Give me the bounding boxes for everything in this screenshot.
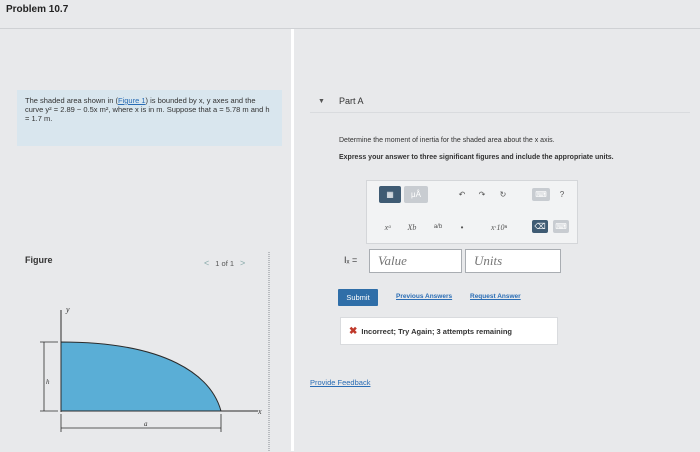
submit-button[interactable]: Submit — [338, 289, 378, 306]
shaded-area — [61, 342, 221, 411]
undo-icon[interactable]: ↶ — [458, 190, 466, 199]
units-input[interactable] — [465, 249, 561, 273]
superscript-button[interactable]: xᵃ — [384, 222, 392, 232]
request-answer-link[interactable]: Request Answer — [470, 293, 521, 300]
fraction-button[interactable]: a/b — [433, 224, 443, 230]
provide-feedback-link[interactable]: Provide Feedback — [310, 378, 371, 387]
dot-button[interactable]: • — [460, 222, 464, 232]
previous-answers-link[interactable]: Previous Answers — [396, 293, 453, 300]
part-collapse-icon[interactable]: ▼ — [318, 98, 325, 105]
page-title: Problem 10.7 — [6, 4, 69, 15]
part-divider — [310, 112, 690, 113]
figure-pager — [204, 258, 245, 268]
a-label: a — [144, 420, 148, 428]
scientific-notation-button[interactable]: x·10ⁿ — [490, 222, 508, 232]
incorrect-icon: ✖ — [349, 325, 358, 337]
prev-figure-button[interactable]: < — [204, 258, 210, 268]
part-a-heading: Part A — [339, 96, 364, 106]
figure-link[interactable]: Figure 1 — [117, 96, 146, 105]
h-label: h — [46, 378, 50, 386]
value-input[interactable] — [369, 249, 462, 273]
feedback-message — [340, 317, 558, 345]
question-text: Determine the moment of inertia for the shaded area about the x axis. — [339, 137, 555, 144]
keyboard-icon[interactable]: ⌨ — [532, 188, 550, 201]
next-figure-button[interactable]: > — [240, 258, 246, 268]
panel-resize-handle[interactable] — [267, 252, 271, 452]
figure-page-indicator: 1 of 1 — [215, 258, 235, 268]
problem-statement — [17, 90, 282, 146]
reset-icon[interactable]: ↻ — [499, 190, 507, 199]
units-button[interactable]: μÅ — [404, 186, 428, 203]
redo-icon[interactable]: ↷ — [478, 190, 486, 199]
problem-text-end: ) is bounded by x, y axes and the curve y² = 2.89 − 0.5x m², where x is in m. Suppose that a = 5.78 m and h = 1.7 m. — [25, 96, 270, 123]
header-divider — [0, 28, 700, 29]
feedback-text: Incorrect; Try Again; 3 attempts remaining — [361, 326, 512, 336]
templates-button[interactable]: ▦ — [379, 186, 401, 203]
answer-instruction: Express your answer to three significant figures and include the appropriate units. — [339, 154, 614, 161]
keyboard-toggle-button[interactable]: ⌨ — [553, 220, 569, 233]
y-axis-label: y — [66, 305, 70, 314]
help-icon[interactable]: ? — [559, 190, 565, 199]
figure-label: Figure — [25, 255, 53, 265]
figure-diagram — [36, 300, 268, 440]
delete-button[interactable]: ⌫ — [532, 220, 548, 233]
problem-text-start: The shaded area shown in ( — [25, 96, 118, 105]
answer-label: Iₓ = — [344, 255, 358, 265]
subscript-button[interactable]: Xb — [407, 222, 417, 232]
x-axis-label: x — [258, 407, 262, 416]
panel-divider — [291, 29, 294, 451]
math-toolbar — [366, 180, 578, 244]
